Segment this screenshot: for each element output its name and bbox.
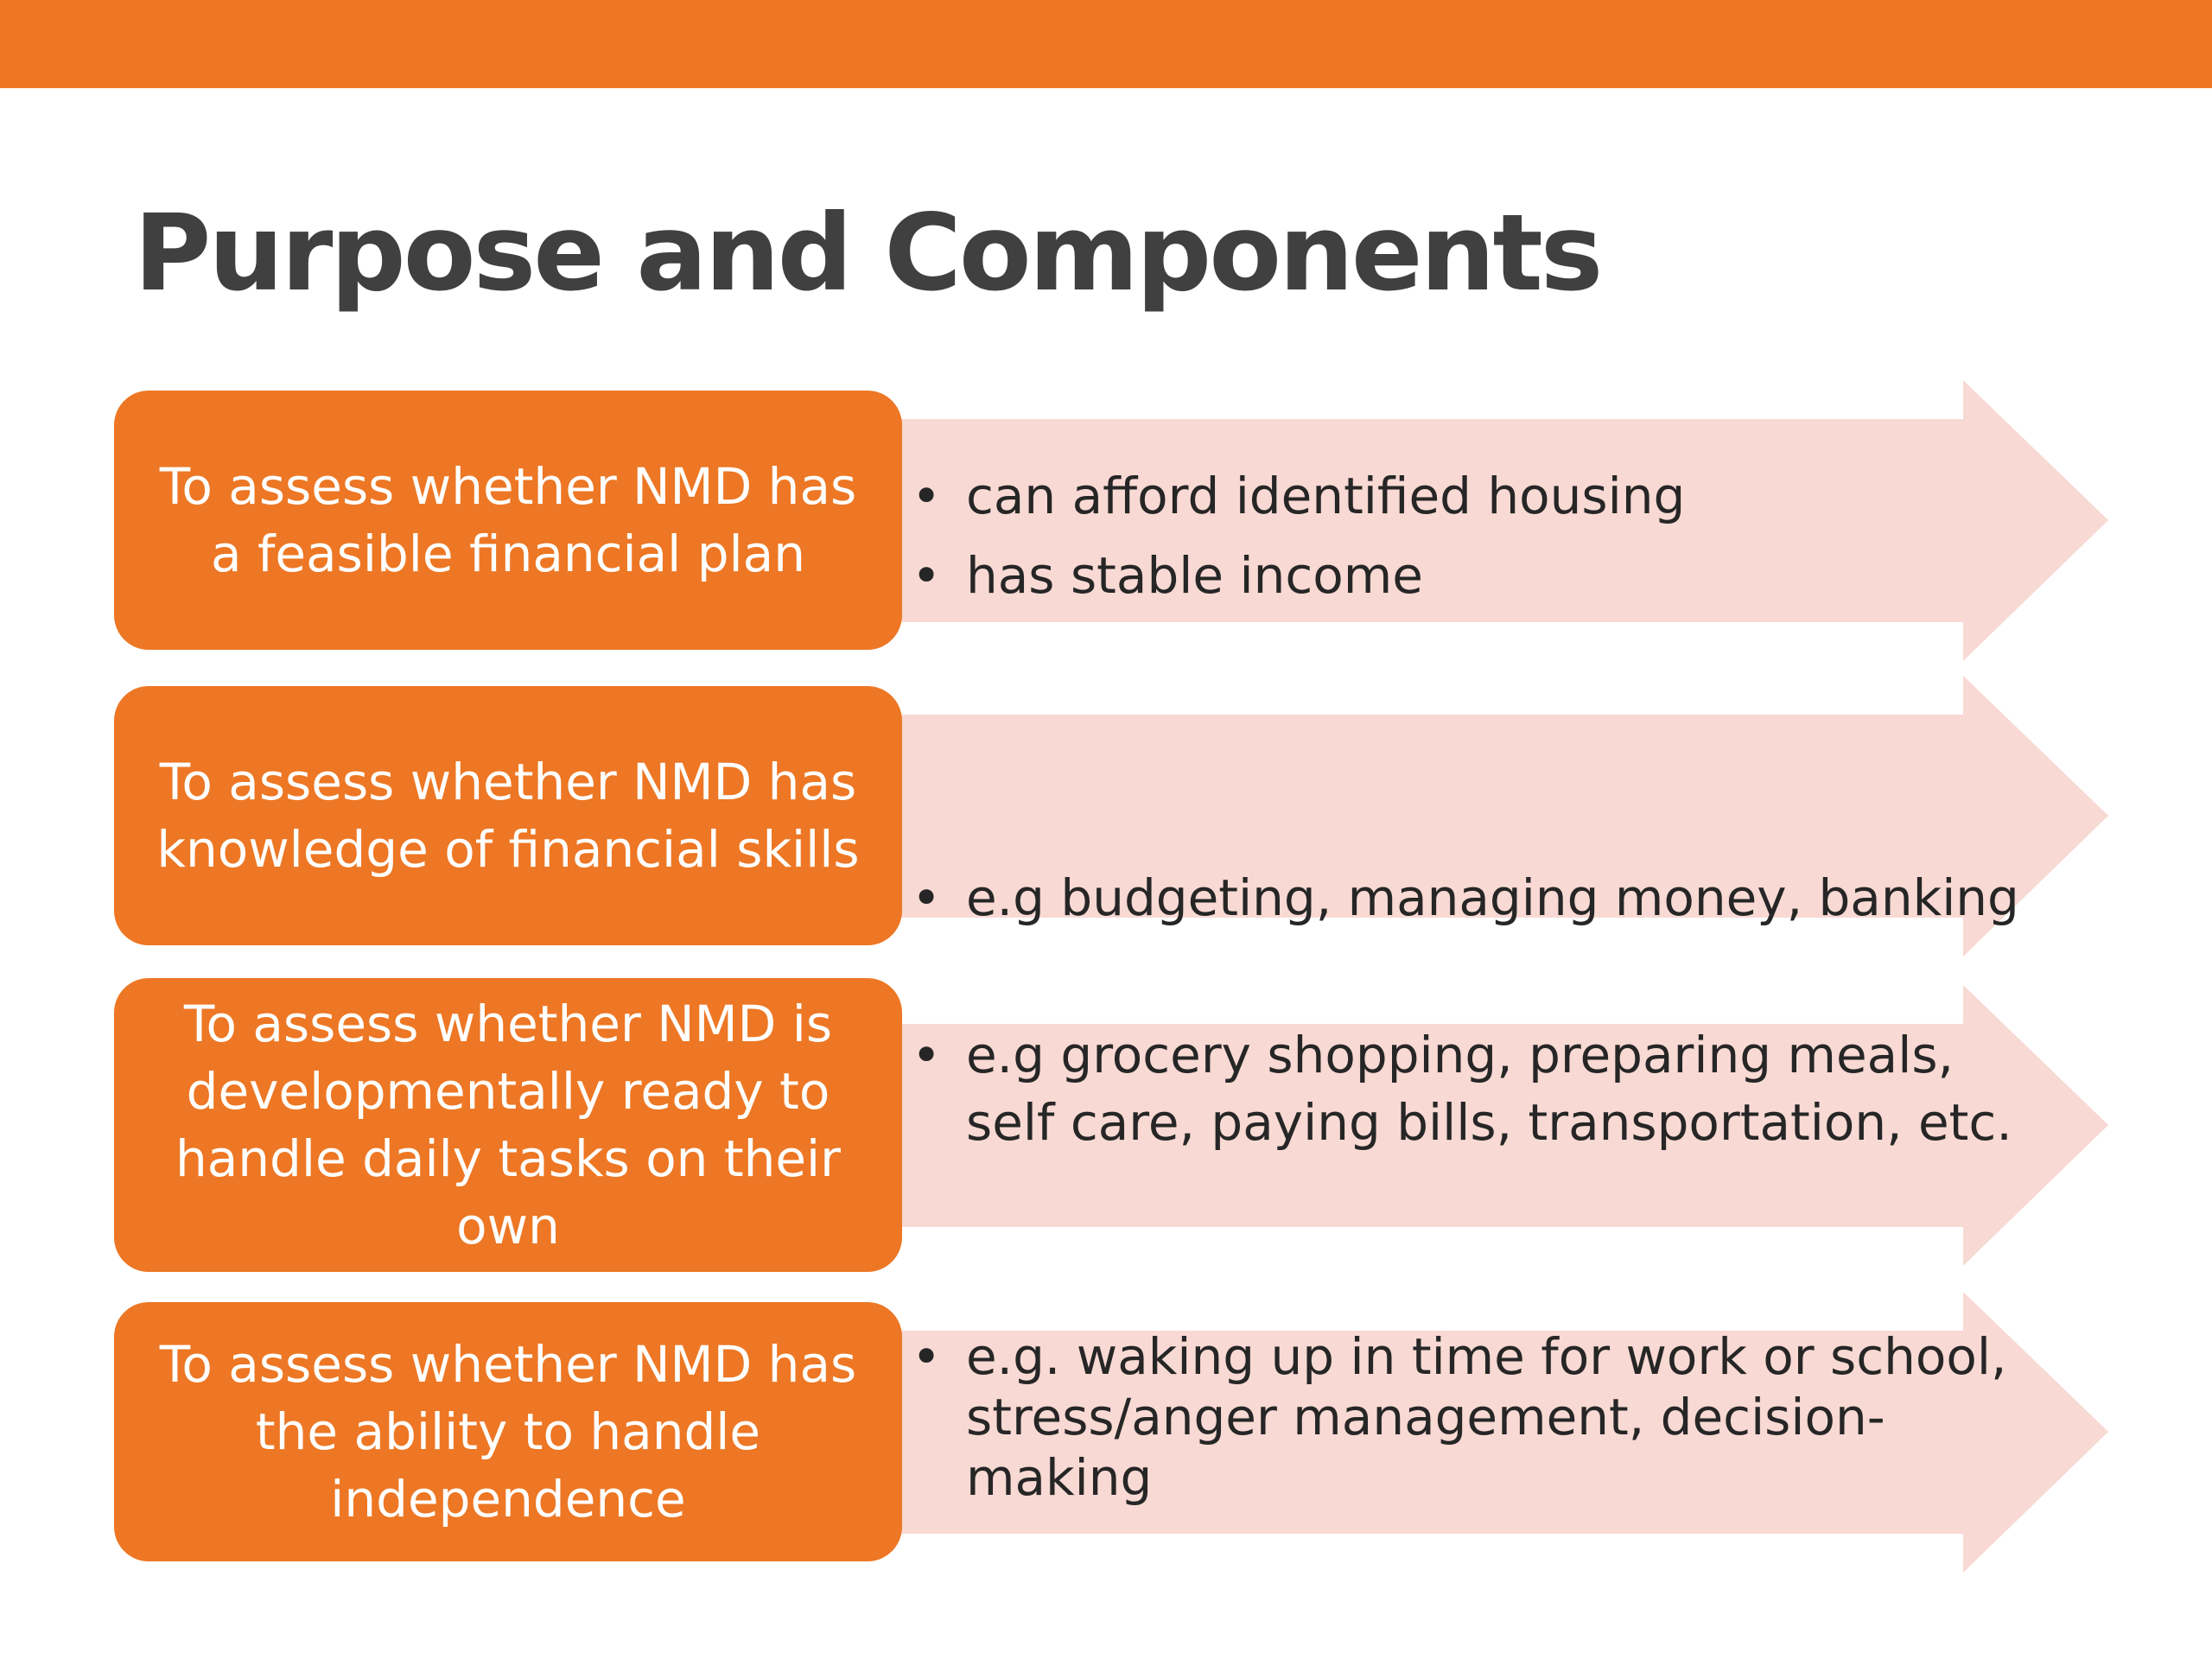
top-accent-band [0,0,2212,88]
component-list [912,1326,2061,1508]
component-item: • has stable income [912,536,1685,615]
purpose-text: To assess whether NMD has knowledge of financial skills [156,753,860,879]
purpose-text: To assess whether NMD has a feasible financial plan [159,457,857,583]
component-item: • e.g budgeting, managing money, banking [912,864,2019,931]
component-list [912,864,2019,931]
purpose-box [114,978,902,1272]
component-row-independence [0,1292,2212,1573]
component-item: • can afford identified housing [912,456,1685,536]
component-row-financial-skills [0,676,2212,957]
component-list [912,1021,2052,1156]
purpose-box [114,686,902,945]
component-row-daily-tasks [0,985,2212,1266]
purpose-text: To assess whether NMD is developmentally ready to handle daily tasks on their own [175,995,842,1255]
component-list [912,456,1685,615]
purpose-box [114,1302,902,1561]
slide-title: Purpose and Components [134,192,1601,315]
component-item: • e.g grocery shopping, preparing meals, self care, paying bills, transportation, etc. [912,1021,2052,1156]
component-item: • e.g. waking up in time for work or school, stress/anger management, decision-making [912,1326,2061,1508]
purpose-text: To assess whether NMD has the ability to handle independence [159,1335,857,1529]
purpose-box [114,391,902,650]
component-row-financial-plan [0,380,2212,661]
